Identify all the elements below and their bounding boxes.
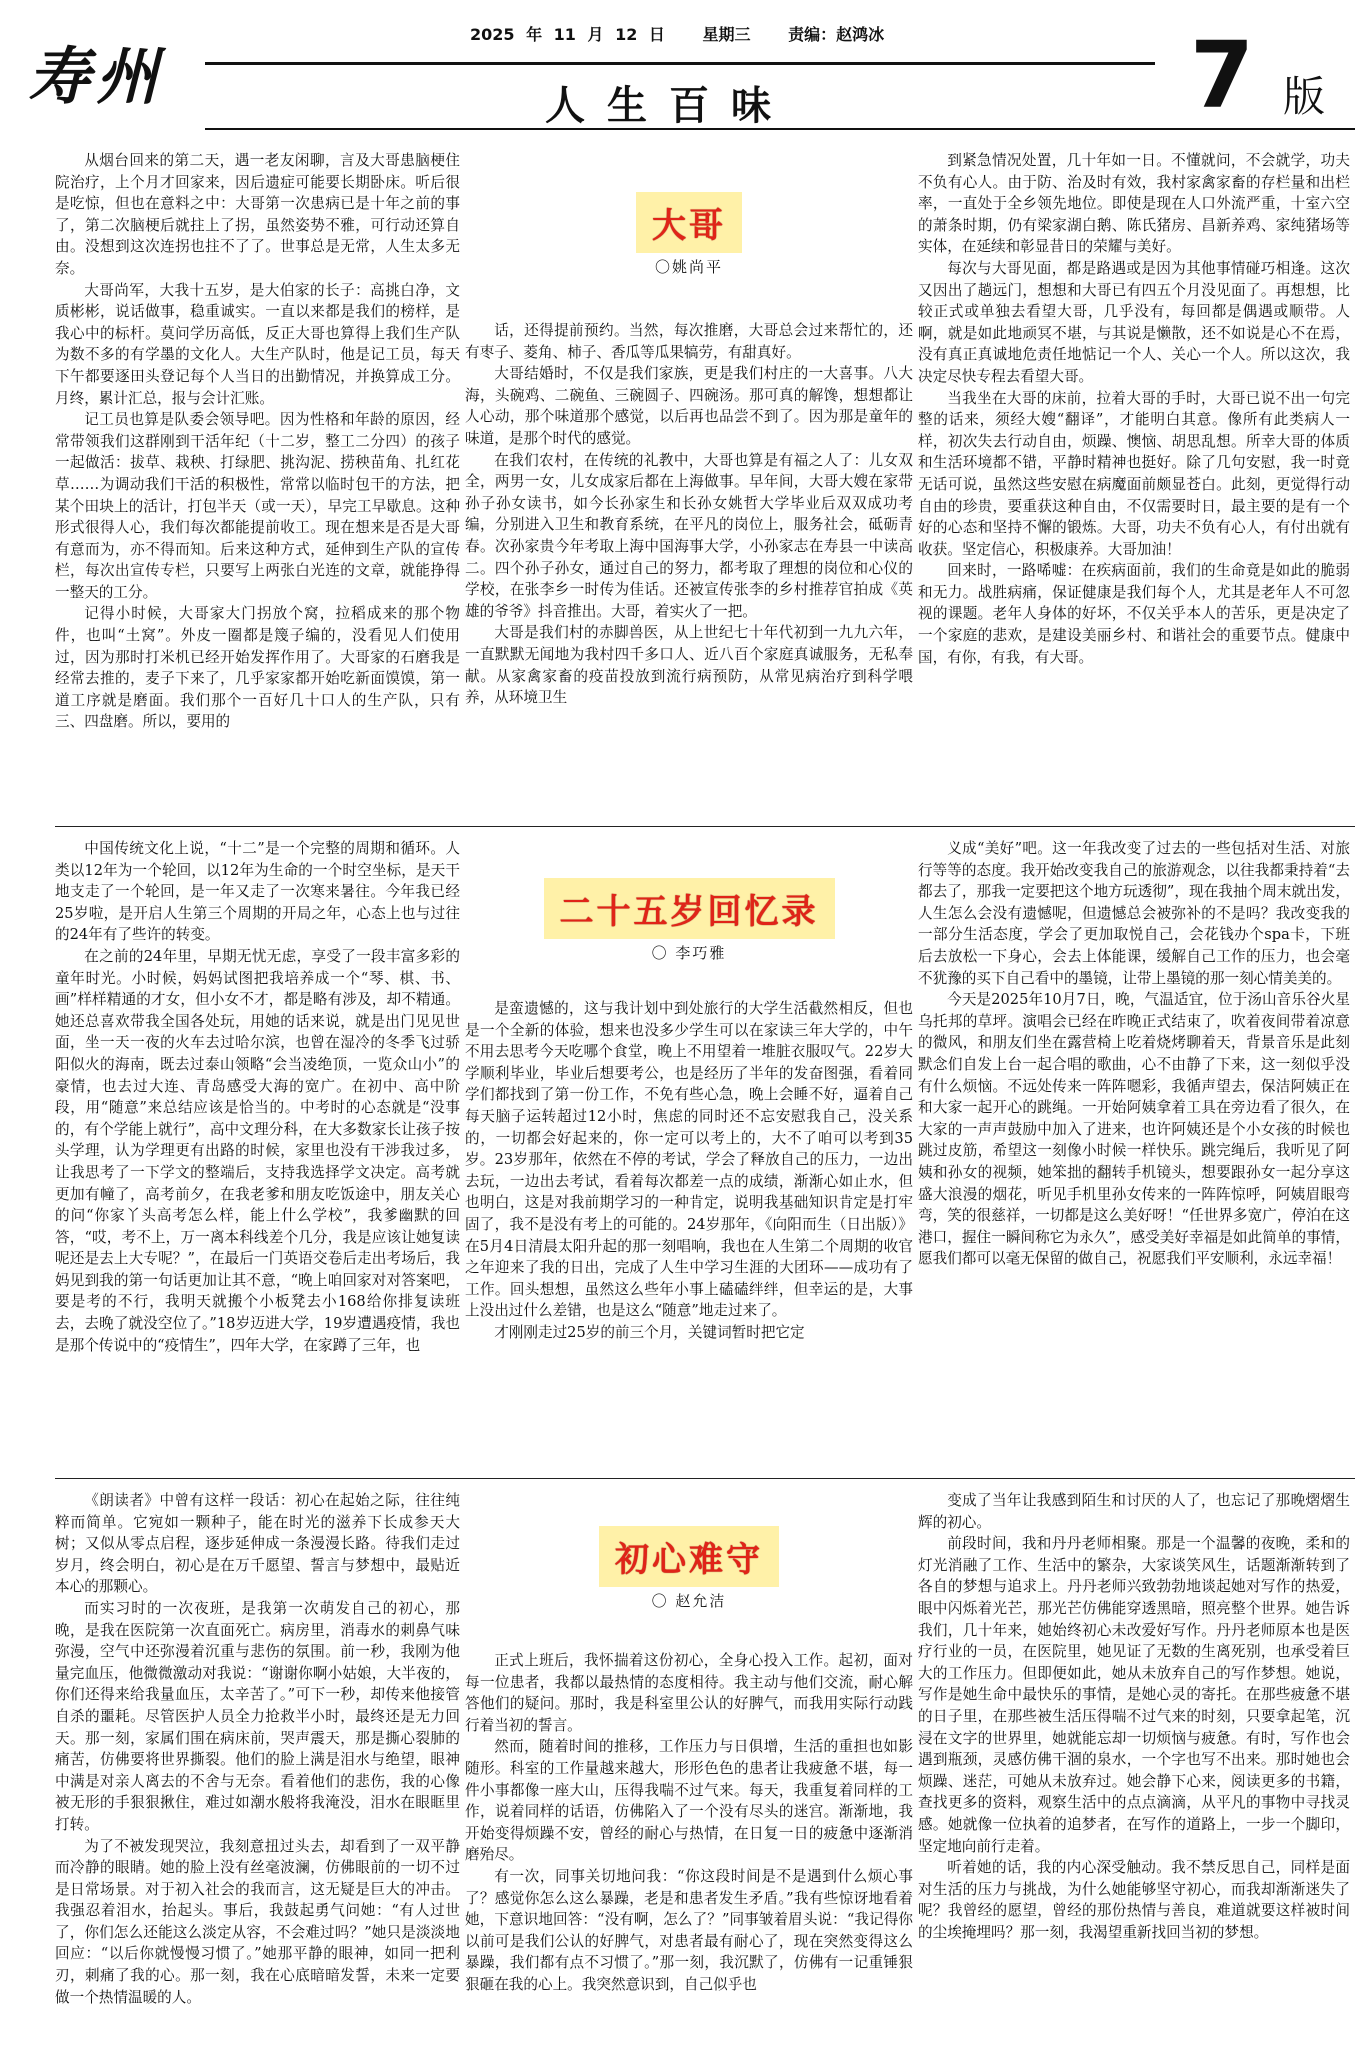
article-paragraph: 在我们农村，在传统的礼教中，大哥也算是有福之人了：儿女双全，两男一女，儿女成家后都在上海做事。早年间，大哥大嫂在家带孙子孙女读书，如今长孙家生和长孙女姚哲大学毕业后双双成功考编，分别进入卫生和教育系统，在平凡的岗位上，服务社会，砥砺青春。次孙家贵今年考取上海中国海事大学，小孙家志在寿县一中读高二。四个孙子孙女，通过自己的努力，都考取了理想的岗位和心仪的学校，在张李乡一时传为佳话。还被宣传张李的乡村推荐官拍成《英雄的爷爷》抖音推出。大哥，着实火了一把。: [465, 451, 913, 620]
page-number: 7: [1190, 22, 1255, 129]
article-paragraph: 为了不被发现哭泣，我刻意扭过头去，却看到了一双平静而冷静的眼睛。她的脸上没有丝毫波澜，仿佛眼前的一切不过是日常场景。对于初入社会的我而言，这无疑是巨大的冲击。我强忍着泪水，抬起头。事后，我鼓起勇气问她：“有人过世了，你们怎么还能这么淡定从容，不会难过吗？”她只是淡淡地回应：“以后你就慢慢习惯了。”她那平静的眼神，如同一把利刃，刺痛了我的心。那一刻，我在心底暗暗发誓，未来一定要做一个热情温暖的人。: [55, 1837, 460, 2006]
article-column: [918, 1490, 1350, 2060]
article-paragraph: 今天是2025年10月7日，晚，气温适宜，位于汤山音乐谷火星乌托邦的草坪。演唱会已经在昨晚正式结束了，吹着夜间带着凉意的微风，和朋友们坐在露营椅上吃着烧烤聊着天，背景音乐是此刻默念们自发上台一起合唱的歌曲，心不由静了下来，这一刻似乎没有什么烦恼。不远处传来一阵阵嗯彩，我循声望去，保洁阿姨正在和大家一起开心的跳绳。一开始阿姨拿着工具在旁边看了很久，在大家的一声声鼓励中加入了进来，也许阿姨还是个小女孩的时候也跳过皮筋，希望这一刻像小时候一样快乐。跳完绳后，我听见了阿姨和孙女的视频，她笨拙的翻转手机镜头，想要跟孙女一起分享这盛大浪漫的烟花，听见手机里孙女传来的一阵阵惊呼，阿姨眉眼弯弯，笑的很慈祥，一切都是这么美好呀！“任世界多宽广，停泊在这港口，握住一瞬间称它为永久”，感受美好幸福是如此简单的事情，愿我们都可以毫无保留的做自己，祝愿我们平安顺利，永远幸福！: [918, 991, 1350, 1268]
article-paragraph: 前段时间，我和丹丹老师相聚。那是一个温馨的夜晚，柔和的灯光消融了工作、生活中的繁杂，大家谈笑风生，话题渐渐转到了各自的梦想与追求上。丹丹老师兴致勃勃地谈起她对写作的热爱，眼中闪烁着光芒，那光芒仿佛能穿透黑暗，照亮整个世界。她告诉我们，几十年来，她始终初心未改爱好写作。丹丹老师原本也是医疗行业的一员，在医院里，她见证了无数的生离死别，也承受着巨大的工作压力。但即便如此，她从未放弃自己的写作梦想。她说，写作是她生命中最快乐的事情，是她心灵的寄托。在那些疲惫不堪的日子里，在那些被生活压得喘不过气来的时刻，只要拿起笔，沉浸在文字的世界里，她就能忘却一切烦恼与疲惫。有时，写作也会遇到瓶颈，灵感仿佛干涸的泉水，一个字也写不出来。那时她也会烦躁、迷茫，可她从未放弃过。她会静下心来，阅读更多的书籍，查找更多的资料，观察生活中的点点滴滴，从平凡的事物中寻找灵感。她就像一位执着的追梦者，在写作的道路上，一步一个脚印，坚定地向前行走着。: [918, 1535, 1350, 1855]
article-author: 〇 李巧雅: [651, 944, 727, 962]
dateline: [470, 22, 910, 45]
article-paragraph: 每次与大哥见面，都是路遇或是因为其他事情碰巧相逢。这次又因出了趟远门，想想和大哥已有四五个月没见面了。再想想，比较正式或单独去看望大哥，几乎没有，每回都是偶遇或顺带。人啊，就是如此地顽冥不堪，与其说是懒散，还不如说是心不在焉，没有真正真诚地危责任地惦记一个人、关心一个人。所以这次，我决定尽快专程去看望大哥。: [918, 259, 1350, 385]
article-memoir: [55, 838, 1355, 1468]
article-column: [465, 1650, 913, 2060]
article-column: [465, 998, 913, 1468]
article-paragraph: 在之前的24年里，早期无忧无虑，享受了一段丰富多彩的童年时光。小时候，妈妈试图把我培养成一个“琴、棋、书、画”样样精通的才女，但小女不才，都是略有涉及，却不精通。她还总喜欢带我全国各处玩，用她的话来说，就是出门见见世面，坐一天一夜的火车去过哈尔滨，也曾在湿冷的冬季飞过骄阳似火的海南，既去过泰山领略“会当凌绝顶，一览众山小”的豪情，也去过大连、青岛感受大海的宽广。在初中、高中阶段，用“随意”来总结应该是恰当的。中考时的心态就是“没事的，有个学能上就行”，高中文理分科，在大多数家长让孩子按头学理，认为学理更有出路的时候，家里也没有干涉我过多，让我思考了一下学文的整端后，支持我选择学文决定。高考就更加有幢了，高考前夕，在我老爹和朋友吃饭途中，朋友关心的问“你家丫头高考怎么样，能上什么学校”，我爹幽默的回答，“哎，考不上，万一离本科线差个几分，我是应该让她复读呢还是去上大专呢？”，在最后一门英语交卷后走出考场后，我妈见到我的第一句话更加让其不意，“晚上咱回家对对答案吧，要是考的不行，我明天就搬个小板凳去小168给你排复读班去，去晚了就没空位了。”18岁迈进大学，19岁遭遇疫情，我也是那个传说中的“疫情生”，四年大学，在家蹲了三年，也: [55, 947, 460, 1354]
article-paragraph: 然而，随着时间的推移，工作压力与日俱增，生活的重担也如影随形。科室的工作量越来越大，形形色色的患者让我疲惫不堪，每一件小事都像一座大山，压得我喘不过气来。每天，我重复着同样的工作，说着同样的话语，仿佛陷入了一个没有尽头的迷宫。渐渐地，我开始变得烦躁不安，曾经的耐心与热情，在日复一日的疲惫中逐渐消磨殆尽。: [465, 1738, 913, 1864]
article-paragraph: 回来时，一路唏嘘：在疾病面前，我们的生命竟是如此的脆弱和无力。战胜病痛，保证健康是我们每个人，尤其是老年人不可忽视的课题。老年人身体的好坏，不仅关乎本人的苦乐，更是决定了一个家庭的悲欢，是建设美丽乡村、和谐社会的重要节点。健康中国，有你，有我，有大哥。: [918, 562, 1350, 666]
masthead-rule-top: [205, 62, 1155, 65]
article-column: [918, 838, 1350, 1468]
issue-date: 2025 年 11 月 12 日: [470, 25, 665, 44]
article-paragraph: 听着她的话，我的内心深受触动。我不禁反思自己，同样是面对生活的压力与挑战，为什么她能够坚守初心，而我却渐渐迷失了呢？我曾经的愿望，曾经的那份热情与善良，难道就要这样被时间的尘埃掩埋吗？那一刻，我渴望重新找回当初的梦想。: [918, 1859, 1350, 1941]
masthead: [0, 0, 1367, 140]
article-paragraph: 正式上班后，我怀揣着这份初心，全身心投入工作。起初，面对每一位患者，我都以最热情的态度相待。我主动与他们交流，耐心解答他们的疑问。那时，我是科室里公认的好脾气，而我用实际行动践行着当初的誓言。: [465, 1652, 913, 1734]
article-author: 〇姚尚平: [654, 258, 723, 276]
article-column: [55, 838, 460, 1468]
article-dage: [55, 150, 1355, 810]
article-title: 初心难守: [465, 1526, 913, 1587]
newspaper-logo: 寿州: [28, 40, 165, 113]
issue-weekday: 星期三: [702, 25, 751, 44]
article-paragraph: 而实习时的一次夜班，是我第一次萌发自己的初心，那晚，是我在医院第一次直面死亡。病房里，消毒水的刺鼻气味弥漫，空气中还弥漫着沉重与悲伤的氛围。前一秒，我刚为他量完血压，他微微激动对我说：“谢谢你啊小姑娘，大半夜的，你们还得来给我量血压，太辛苦了。”可下一秒，却传来他接管自杀的噩耗。尽管医护人员全力抢救半小时，最终还是无力回天。那一刻，家属们围在病床前，哭声震天，那是撕心裂肺的痛苦，仿佛要将世界撕裂。他们的脸上满是泪水与绝望，眼神中满是对亲人离去的不舍与无奈。看着他们的悲伤，我的心像被无形的手狠狠揪住，难过如潮水般将我淹没，泪水在眼眶里打转。: [55, 1599, 460, 1833]
article-paragraph: 《朗读者》中曾有这样一段话：初心在起始之际，往往纯粹而简单。它宛如一颗种子，能在时光的滋养下长成参天大树；又似从零点启程，逐步延伸成一条漫漫长路。待我们走过岁月，终会明白，初心是在万千愿望、誓言与梦想中，最贴近本心的那颗心。: [55, 1492, 460, 1596]
article-paragraph: 从烟台回来的第二天，遇一老友闲聊，言及大哥患脑梗住院治疗，上个月才回家来，因后遗症可能要长期卧床。听后很是吃惊，但也在意料之中：大哥第一次患病已是十年之前的事了，第二次脑梗后就拄上了拐，虽然姿势不雅，可行动还算自由。没想到这次连拐也拄不了了。世事总是无常，人生太多无奈。: [55, 152, 460, 277]
article-column: [465, 320, 913, 810]
page-unit: 版: [1283, 72, 1326, 121]
article-paragraph: 大哥尚军，大我十五岁，是大伯家的长子：高挑白净，文质彬彬，说话做事，稳重诚实。一直以来都是我们的榜样，是我心中的标杆。莫问学历高低，反正大哥也算得上我们生产队为数不多的有学墨的文化人。大生产队时，他是记工员，每天下午都要逐田头登记每个人当日的出勤情况，并换算成工分。月终，累计汇总，报与会计汇账。: [55, 281, 460, 407]
article-author: 〇 赵允洁: [651, 1592, 727, 1610]
section-divider: [55, 1478, 1355, 1479]
article-paragraph: 义成“美好”吧。这一年我改变了过去的一些包括对生活、对旅行等等的态度。我开始改变我自己的旅游观念，以往我都秉持着“去都去了，那我一定要把这个地方玩透彻”，现在我抽个周末就出发，人生怎么会没有遗憾呢，但遗憾总会被弥补的不是吗？我改变我的一部分生活态度，学会了更加取悦自己，会花钱办个spa卡，下班后去放松一下身心，会去上体能课，缓解自己工作的压力，也会毫不犹豫的买下自己看中的墨镜，让带上墨镜的那一刻心情美美的。: [918, 840, 1350, 987]
article-column: [55, 150, 460, 810]
masthead-rule-bottom: [205, 128, 1355, 130]
article-column: [918, 150, 1350, 810]
article-paragraph: 中国传统文化上说，“十二”是一个完整的周期和循环。人类以12年为一个轮回，以12年为生命的一个时空坐标，是天干地支走了一个轮回，是一年又走了一次寒来暑往。今年我已经25岁啦，是开启人生第三个周期的开局之年，心态上也与过往的24年有了些许的转变。: [55, 840, 460, 944]
article-paragraph: 当我坐在大哥的床前，拉着大哥的手时，大哥已说不出一句完整的话来，须经大嫂“翻译”，才能明白其意。像所有此类病人一样，初次失去行动自由，烦躁、懊恼、胡思乱想。所幸大哥的体质和生活环境都不错，平静时精神也挺好。除了几句安慰，我一时竟无话可说，虽然这些安慰在病魔面前颇显苍白。此刻，更觉得行动自由的珍贵，要重获这种自由，不仅需要时日，最主要的是有一个好的心态和坚持不懈的锻炼。大哥，功夫不负有心人，有付出就有收获。坚定信心，积极康养。大哥加油！: [918, 389, 1350, 558]
article-chuxin: [55, 1490, 1355, 2060]
article-paragraph: 大哥是我们村的赤脚兽医，从上世纪七十年代初到一九九六年，一直默默无闻地为我村四千多口人、近八百个家庭真诚服务，无私奉献。从家禽家畜的疫苗投放到流行病预防，从常见病治疗到科学喂养，从环境卫生: [465, 624, 913, 707]
section-title: 人生百味: [545, 82, 793, 129]
article-paragraph: 记工员也算是队委会领导吧。因为性格和年龄的原因，经常带领我们这群刚到干活年纪（十二岁，整工二分四）的孩子一起做活：拔草、栽秧、打绿肥、挑沟泥、捞秧苗角、扎红花草……为调动我们干活的积极性，常常以临时包干的方法，把某个田块上的活计，打包半天（或一天），早完工早歇息。这种形式很得人心，我们每次都能提前收工。现在想来是否是大哥有意而为，亦不得而知。后来这种方式，延伸到生产队的宣传栏，每次出宣传专栏，只要写上两张白光连的文章，就能挣得一整天的工分。: [55, 411, 460, 601]
article-paragraph: 是蛮遗憾的，这与我计划中到处旅行的大学生活截然相反，但也是一个全新的体验，想来也没多少学生可以在家读三年大学的，中午不用去思考今天吃哪个食堂，晚上不用望着一堆脏衣服叹气。22岁大学顺利毕业，毕业后想要考公，也是经历了半年的发奋图强，看着同学们都找到了第一份工作，不免有些心急，晚上会睡不好，逼着自己每天脑子运转超过12小时，焦虑的同时还不忘安慰我自己，没关系的，一切都会好起来的，你一定可以考上的，大不了咱可以考到35岁。23岁那年，依然在不停的考试，学会了释放自己的压力，一边出去玩，一边出去考试，看着每次都差一点的成绩，渐渐心如止水，但也明白，这是对我前期学习的一种肯定，说明我基础知识肯定是打牢固了，我不是没有考上的可能的。24岁那年，《向阳而生（日出版）》在5月4日清晨太阳升起的那一刻唱响，我也在人生第二个周期的收官之年迎来了我的日出，完成了人生中学习生涯的大团环——成功有了工作。回头想想，虽然这么些年小事上磕磕绊绊，但幸运的是，大事上没出过什么差错，也是这么“随意”地走过来了。: [465, 1000, 913, 1320]
article-title: 二十五岁回忆录: [465, 878, 913, 939]
article-column: [55, 1490, 460, 2060]
article-paragraph: 到紧急情况处置，几十年如一日。不懂就问，不会就学，功夫不负有心人。由于防、治及时有效，我村家禽家畜的存栏量和出栏率，一直处于全乡领先地位。即使是现在人口外流严重，十室六空的萧条时期，仍有梁家湖白鹅、陈氏猪房、昌新养鸡、家纯猪场等实体，在延续和彰显昔日的荣耀与美好。: [918, 152, 1350, 256]
article-paragraph: 变成了当年让我感到陌生和讨厌的人了，也忘记了那晚熠熠生辉的初心。: [918, 1492, 1350, 1531]
article-paragraph: 有一次，同事关切地问我：“你这段时间是不是遇到什么烦心事了？感觉你怎么这么暴躁，老是和患者发生矛盾。”我有些惊讶地看着她，下意识地回答：“没有啊，怎么了？”同事皱着眉头说：“我记得你以前可是我们公认的好脾气，对患者最有耐心了，现在突然变得这么暴躁，我们都有点不习惯了。”那一刻，我沉默了，仿佛有一记重锤狠狠砸在我的心上。我突然意识到，自己似乎也: [465, 1867, 913, 1993]
section-divider: [55, 826, 1355, 827]
page-editor: 责编：赵鸿冰: [788, 25, 885, 44]
article-paragraph: 话，还得提前预约。当然，每次推磨，大哥总会过来帮忙的，还有枣子、菱角、柿子、香瓜等瓜果犒劳，有甜真好。: [465, 322, 913, 361]
article-paragraph: 记得小时候，大哥家大门拐放个窝，拉稻成来的那个物件，也叫“土窝”。外皮一圈都是篾子编的，没看见人们使用过，因为那时打米机已经开始发挥作用了。大哥家的石磨我是经常去推的，麦子下来了，几乎家家都开始吃新面馍馍，第一道工序就是磨面。我们那个一百好几十口人的生产队，只有三、四盘磨。所以，要用的: [55, 605, 460, 731]
article-paragraph: 大哥结婚时，不仅是我们家族，更是我们村庄的一大喜事。八大海，头碗鸡、二碗鱼、三碗圆子、四碗汤。那可真的解馋，想想都让人心动，那个味道那个感觉，以后再也品尝不到了。因为那是童年的味道，是那个时代的感觉。: [465, 365, 913, 447]
article-paragraph: 才刚刚走过25岁的前三个月，关键词暂时把它定: [494, 1323, 805, 1341]
article-title: 大哥: [465, 192, 913, 253]
